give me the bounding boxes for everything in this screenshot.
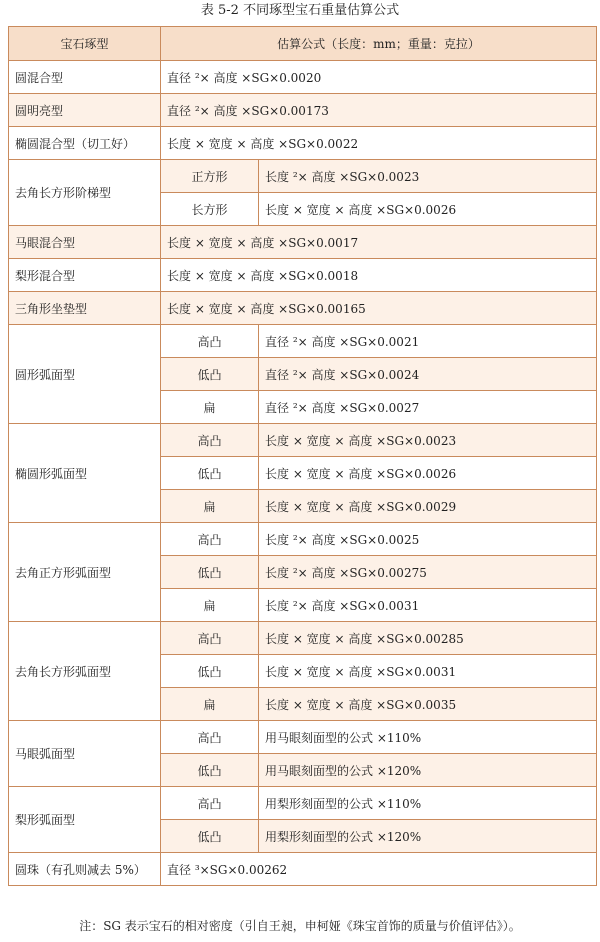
sub-type-cell: 低凸 xyxy=(161,556,259,589)
table-caption: 表 5-2 不同琢型宝石重量估算公式 xyxy=(200,3,400,18)
sub-type-cell: 高凸 xyxy=(161,523,259,556)
sub-type-cell: 高凸 xyxy=(161,787,259,820)
sub-type-cell: 扁 xyxy=(161,391,259,424)
formula-cell: 用马眼刻面型的公式 ×120% xyxy=(259,754,597,787)
formula-cell: 用梨形刻面型的公式 ×120% xyxy=(259,820,597,853)
cut-name: 梨形弧面型 xyxy=(9,787,161,853)
formula-cell: 长度 × 宽度 × 高度 ×SG×0.0026 xyxy=(259,457,597,490)
table-row xyxy=(9,259,597,292)
cut-name: 椭圆混合型（切工好） xyxy=(9,127,161,160)
sub-type-cell: 高凸 xyxy=(161,424,259,457)
sub-type-cell: 扁 xyxy=(161,589,259,622)
table-row xyxy=(9,127,597,160)
formula-cell: 直径 ²× 高度 ×SG×0.0024 xyxy=(259,358,597,391)
table-row xyxy=(9,721,597,754)
formula-cell: 长度 ²× 高度 ×SG×0.00275 xyxy=(259,556,597,589)
sub-type-cell: 高凸 xyxy=(161,721,259,754)
sub-type-cell: 低凸 xyxy=(161,655,259,688)
formula-cell: 长度 ²× 高度 ×SG×0.0031 xyxy=(259,589,597,622)
table-footnote: 注：SG 表示宝石的相对密度（引自王昶，申柯娅《珠宝首饰的质量与价值评估》）。 xyxy=(79,919,521,933)
formula-cell: 长度 × 宽度 × 高度 ×SG×0.0035 xyxy=(259,688,597,721)
sub-type-cell: 高凸 xyxy=(161,325,259,358)
header-formula: 估算公式（长度：mm；重量：克拉） xyxy=(161,27,597,61)
cut-name: 去角正方形弧面型 xyxy=(9,523,161,622)
sub-type-cell: 低凸 xyxy=(161,754,259,787)
formula-table xyxy=(8,26,597,886)
formula-cell: 长度 × 宽度 × 高度 ×SG×0.0029 xyxy=(259,490,597,523)
table-row xyxy=(9,622,597,655)
formula-cell: 长度 ²× 高度 ×SG×0.0023 xyxy=(259,160,597,193)
formula-cell: 直径 ²× 高度 ×SG×0.0020 xyxy=(161,61,597,94)
cut-name: 马眼混合型 xyxy=(9,226,161,259)
formula-cell: 长度 × 宽度 × 高度 ×SG×0.0031 xyxy=(259,655,597,688)
cut-name: 梨形混合型 xyxy=(9,259,161,292)
cut-name: 马眼弧面型 xyxy=(9,721,161,787)
formula-cell: 直径 ²× 高度 ×SG×0.0027 xyxy=(259,391,597,424)
cut-name: 圆珠（有孔则减去 5%） xyxy=(9,853,161,886)
table-row xyxy=(9,160,597,193)
formula-cell: 用马眼刻面型的公式 ×110% xyxy=(259,721,597,754)
table-row xyxy=(9,325,597,358)
cut-name: 椭圆形弧面型 xyxy=(9,424,161,523)
formula-cell: 长度 × 宽度 × 高度 ×SG×0.0023 xyxy=(259,424,597,457)
table-row xyxy=(9,424,597,457)
table-row xyxy=(9,787,597,820)
formula-cell: 长度 ²× 高度 ×SG×0.0025 xyxy=(259,523,597,556)
sub-type-cell: 低凸 xyxy=(161,358,259,391)
formula-cell: 长度 × 宽度 × 高度 ×SG×0.0018 xyxy=(161,259,597,292)
formula-cell: 直径 ²× 高度 ×SG×0.00173 xyxy=(161,94,597,127)
formula-cell: 长度 × 宽度 × 高度 ×SG×0.0022 xyxy=(161,127,597,160)
table-row xyxy=(9,292,597,325)
sub-type-cell: 低凸 xyxy=(161,457,259,490)
table-row xyxy=(9,226,597,259)
sub-type-cell: 高凸 xyxy=(161,622,259,655)
cut-name: 圆明亮型 xyxy=(9,94,161,127)
cut-name: 去角长方形弧面型 xyxy=(9,622,161,721)
formula-cell: 长度 × 宽度 × 高度 ×SG×0.00285 xyxy=(259,622,597,655)
formula-cell: 直径 ²× 高度 ×SG×0.0021 xyxy=(259,325,597,358)
cut-name: 三角形坐垫型 xyxy=(9,292,161,325)
table-row xyxy=(9,61,597,94)
sub-type-cell: 正方形 xyxy=(161,160,259,193)
formula-cell: 长度 × 宽度 × 高度 ×SG×0.00165 xyxy=(161,292,597,325)
cut-name: 圆混合型 xyxy=(9,61,161,94)
table-row xyxy=(9,523,597,556)
sub-type-cell: 长方形 xyxy=(161,193,259,226)
sub-type-cell: 扁 xyxy=(161,688,259,721)
sub-type-cell: 低凸 xyxy=(161,820,259,853)
table-header-row xyxy=(9,27,597,61)
formula-cell: 长度 × 宽度 × 高度 ×SG×0.0026 xyxy=(259,193,597,226)
formula-cell: 长度 × 宽度 × 高度 ×SG×0.0017 xyxy=(161,226,597,259)
table-row xyxy=(9,853,597,886)
header-cut-type: 宝石琢型 xyxy=(9,27,161,61)
formula-cell: 直径 ³×SG×0.00262 xyxy=(161,853,597,886)
cut-name: 圆形弧面型 xyxy=(9,325,161,424)
sub-type-cell: 扁 xyxy=(161,490,259,523)
table-row xyxy=(9,94,597,127)
cut-name: 去角长方形阶梯型 xyxy=(9,160,161,226)
formula-cell: 用梨形刻面型的公式 ×110% xyxy=(259,787,597,820)
